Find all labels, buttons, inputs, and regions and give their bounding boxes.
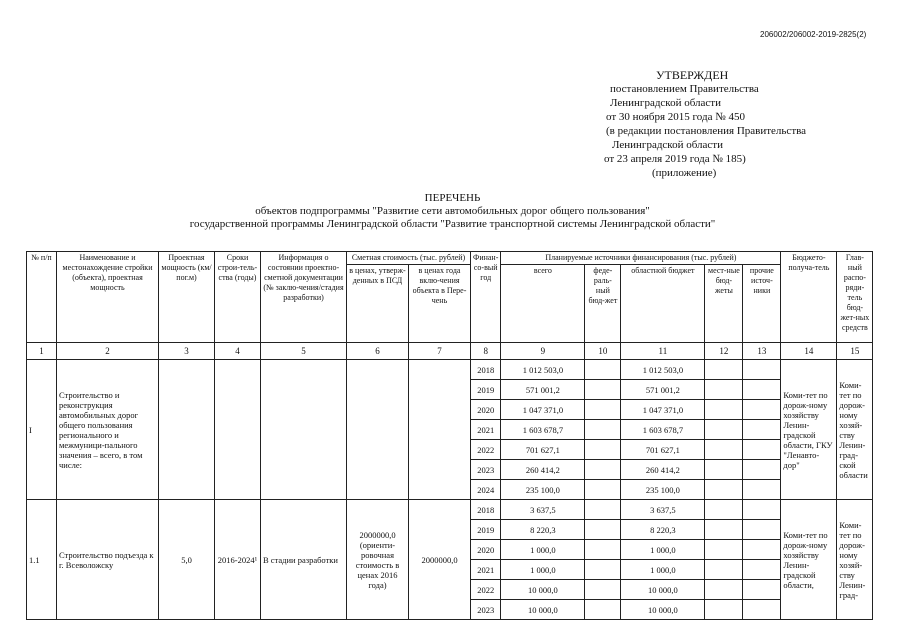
cell-name: Строительство и реконструкция автомобильных дорог общего пользования регионального и межмуници-пального значения – всего, в том числе: <box>57 360 159 500</box>
heading-title: ПЕРЕЧЕНЬ <box>424 192 481 204</box>
cell-federal <box>585 560 621 580</box>
header-other: прочие источ-ники <box>743 265 781 343</box>
header-row-1 <box>27 252 873 265</box>
approval-title: УТВЕРЖДЕН <box>656 68 729 82</box>
column-number: 6 <box>347 343 409 360</box>
header-manager: Глав-ный распо-ряди-тель бюд-жет-ных средств <box>837 252 873 343</box>
approval-line: от 23 апреля 2019 года № 185) <box>604 153 746 165</box>
cell-total: 571 001,2 <box>501 380 585 400</box>
cell-recipient: Коми-тет по дорож-ному хозяйству Ленин-градской области, ГКУ "Ленавто-дор" <box>781 360 837 500</box>
heading-line-2: государственной программы Ленинградской области "Развитие транспортной системы Ленинградской области" <box>189 218 716 230</box>
cell-federal <box>585 400 621 420</box>
cell-federal <box>585 600 621 620</box>
cell-year: 2021 <box>471 560 501 580</box>
header-capacity: Проектная мощность (км/пог.м) <box>159 252 215 343</box>
cell-total: 1 000,0 <box>501 540 585 560</box>
cell-local <box>705 520 743 540</box>
document-heading <box>0 192 905 231</box>
table-body <box>27 360 873 620</box>
cell-total: 1 603 678,7 <box>501 420 585 440</box>
cell-federal <box>585 440 621 460</box>
header-est-list: в ценах года вклю-чения объекта в Пере-чень <box>409 265 471 343</box>
header-est-psd: в ценах, утверж-денных в ПСД <box>347 265 409 343</box>
cell-total: 260 414,2 <box>501 460 585 480</box>
cell-capacity: 5,0 <box>159 500 215 620</box>
cell-regional: 10 000,0 <box>621 580 705 600</box>
cell-est-psd: 2000000,0 (ориенти-ровочная стоимость в ценах 2016 года) <box>347 500 409 620</box>
cell-local <box>705 400 743 420</box>
cell-year: 2018 <box>471 360 501 380</box>
cell-other <box>743 560 781 580</box>
cell-year: 2020 <box>471 400 501 420</box>
cell-regional: 701 627,1 <box>621 440 705 460</box>
cell-total: 235 100,0 <box>501 480 585 500</box>
cell-terms <box>215 360 261 500</box>
cell-no: 1.1 <box>27 500 57 620</box>
cell-local <box>705 540 743 560</box>
cell-local <box>705 360 743 380</box>
cell-regional: 260 414,2 <box>621 460 705 480</box>
header-total: всего <box>501 265 585 343</box>
objects-table <box>26 251 873 620</box>
cell-regional: 10 000,0 <box>621 600 705 620</box>
column-number: 11 <box>621 343 705 360</box>
cell-federal <box>585 500 621 520</box>
header-recipient: Бюджето-получа-тель <box>781 252 837 343</box>
header-name: Наименование и местонахождение стройки (объекта), проектная мощность <box>57 252 159 343</box>
cell-regional: 1 012 503,0 <box>621 360 705 380</box>
cell-other <box>743 360 781 380</box>
cell-total: 1 012 503,0 <box>501 360 585 380</box>
cell-other <box>743 400 781 420</box>
cell-federal <box>585 420 621 440</box>
cell-manager: Коми-тет по дорож-ному хозяй-ству Ленин-град- <box>837 500 873 620</box>
cell-other <box>743 520 781 540</box>
cell-est-psd <box>347 360 409 500</box>
cell-local <box>705 480 743 500</box>
cell-total: 8 220,3 <box>501 520 585 540</box>
cell-total: 3 637,5 <box>501 500 585 520</box>
header-info: Информация о состоянии проектно-сметной документации (№ заклю-чения/стадия разработки) <box>261 252 347 343</box>
approval-line: от 30 ноября 2015 года № 450 <box>606 111 745 123</box>
cell-local <box>705 500 743 520</box>
cell-federal <box>585 540 621 560</box>
header-regional: областной бюджет <box>621 265 705 343</box>
cell-total: 10 000,0 <box>501 600 585 620</box>
cell-info: В стадии разработки <box>261 500 347 620</box>
cell-info <box>261 360 347 500</box>
approval-line: Ленинградской области <box>612 139 723 151</box>
cell-other <box>743 440 781 460</box>
column-number: 15 <box>837 343 873 360</box>
approval-block <box>604 68 806 180</box>
cell-year: 2019 <box>471 520 501 540</box>
cell-regional: 1 047 371,0 <box>621 400 705 420</box>
cell-regional: 3 637,5 <box>621 500 705 520</box>
column-number: 5 <box>261 343 347 360</box>
cell-federal <box>585 480 621 500</box>
header-estimate: Сметная стоимость (тыс. рублей) <box>347 252 471 265</box>
cell-year: 2022 <box>471 580 501 600</box>
cell-total: 701 627,1 <box>501 440 585 460</box>
cell-regional: 1 603 678,7 <box>621 420 705 440</box>
cell-regional: 8 220,3 <box>621 520 705 540</box>
cell-local <box>705 380 743 400</box>
header-no: № п/п <box>27 252 57 343</box>
cell-manager: Коми-тет по дорож-ному хозяй-ству Ленин-град-ской области <box>837 360 873 500</box>
cell-year: 2020 <box>471 540 501 560</box>
column-number: 12 <box>705 343 743 360</box>
cell-year: 2023 <box>471 460 501 480</box>
cell-federal <box>585 580 621 600</box>
table-row <box>27 500 873 520</box>
cell-year: 2021 <box>471 420 501 440</box>
column-number: 4 <box>215 343 261 360</box>
cell-other <box>743 420 781 440</box>
cell-local <box>705 560 743 580</box>
cell-other <box>743 380 781 400</box>
column-number: 2 <box>57 343 159 360</box>
cell-year: 2019 <box>471 380 501 400</box>
cell-other <box>743 460 781 480</box>
cell-no: I <box>27 360 57 500</box>
document-number: 206002/206002-2019-2825(2) <box>760 30 867 39</box>
cell-year: 2022 <box>471 440 501 460</box>
column-number: 9 <box>501 343 585 360</box>
column-number: 14 <box>781 343 837 360</box>
header-terms: Сроки строи-тель-ства (годы) <box>215 252 261 343</box>
cell-name: Строительство подъезда к г. Всеволожску <box>57 500 159 620</box>
cell-local <box>705 580 743 600</box>
cell-regional: 571 001,2 <box>621 380 705 400</box>
cell-other <box>743 480 781 500</box>
cell-other <box>743 540 781 560</box>
cell-other <box>743 580 781 600</box>
cell-year: 2018 <box>471 500 501 520</box>
header-federal: феде-раль-ный бюд-жет <box>585 265 621 343</box>
cell-regional: 235 100,0 <box>621 480 705 500</box>
cell-capacity <box>159 360 215 500</box>
cell-local <box>705 460 743 480</box>
cell-local <box>705 600 743 620</box>
cell-total: 1 047 371,0 <box>501 400 585 420</box>
column-number: 3 <box>159 343 215 360</box>
approval-line: постановлением Правительства <box>610 83 759 95</box>
cell-regional: 1 000,0 <box>621 560 705 580</box>
cell-total: 10 000,0 <box>501 580 585 600</box>
cell-local <box>705 420 743 440</box>
approval-line: Ленинградской области <box>610 97 721 109</box>
cell-year: 2023 <box>471 600 501 620</box>
cell-recipient: Коми-тет по дорож-ному хозяйству Ленин-градской области, <box>781 500 837 620</box>
heading-line-1: объектов подпрограммы "Развитие сети автомобильных дорог общего пользования" <box>255 205 650 217</box>
cell-federal <box>585 520 621 540</box>
cell-total: 1 000,0 <box>501 560 585 580</box>
cell-federal <box>585 460 621 480</box>
approval-line: (в редакции постановления Правительства <box>606 125 807 137</box>
column-number: 10 <box>585 343 621 360</box>
approval-line: (приложение) <box>652 167 717 179</box>
cell-local <box>705 440 743 460</box>
cell-federal <box>585 380 621 400</box>
cell-terms: 2016-2024¹ <box>215 500 261 620</box>
cell-year: 2024 <box>471 480 501 500</box>
column-number: 1 <box>27 343 57 360</box>
cell-est-list: 2000000,0 <box>409 500 471 620</box>
cell-other <box>743 500 781 520</box>
column-number: 8 <box>471 343 501 360</box>
column-number-row <box>27 343 873 360</box>
column-number: 13 <box>743 343 781 360</box>
header-local: мест-ные бюд-жеты <box>705 265 743 343</box>
table-row <box>27 360 873 380</box>
cell-est-list <box>409 360 471 500</box>
cell-regional: 1 000,0 <box>621 540 705 560</box>
cell-federal <box>585 360 621 380</box>
header-fin-year: Финан-со-вый год <box>471 252 501 343</box>
header-sources: Планируемые источники финансирования (тыс. рублей) <box>501 252 781 265</box>
column-number: 7 <box>409 343 471 360</box>
cell-other <box>743 600 781 620</box>
